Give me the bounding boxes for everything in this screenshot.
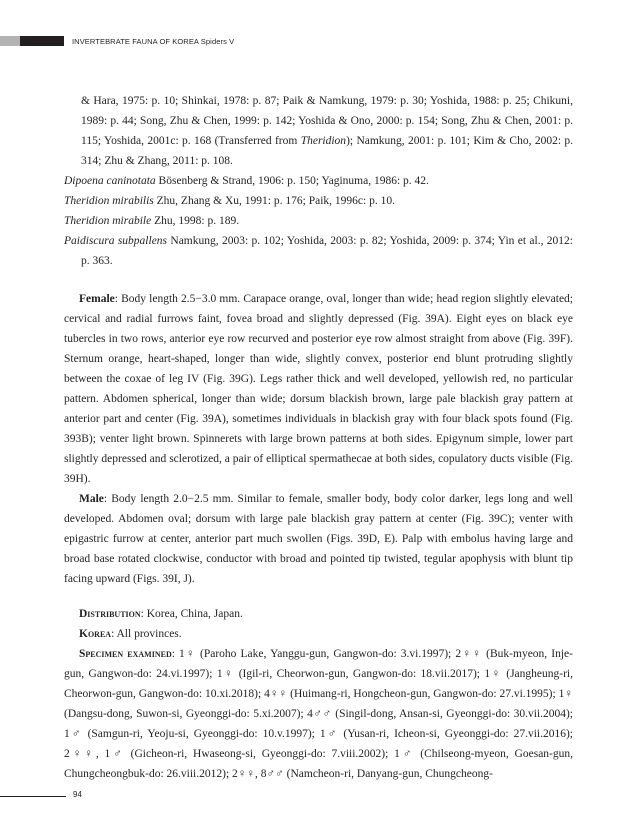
female-description — [64, 289, 573, 489]
specimen-text: : 1♀ (Paroho Lake, Yanggu-gun, Gangwon-do: 3.vi.1997); 2♀♀ (Buk-myeon, Inje-gun, Gangwon-do: 24.vi.1997); 1♀ (Igil-ri, Cheorwon-gun, Gangwon-do: 18.vii.2017); 1♀ (Jangheung-ri, Cheorwon-gun, Gangwon-do: 10.xi.2018); 4♀♀ (Huimang-ri, Hongcheon-gun, Gangwon-do: 27.vi.1995); 1♀ (Dangsu-dong, Suwon-si, Gyeonggi-do: 5.xi.2007); 4♂♂ (Singil-dong, Ansan-si, Gyeonggi-do: 30.vii.2004); 1♂ (Samgun-ri, Yeoju-si, Gyeonggi-do: 10.v.1997); 1♂ (Yusan-ri, Icheon-si, Gyeonggi-do: 27.vii.2016); 2♀♀, 1♂ (Gicheon-ri, Hwaseong-si, Gyeonggi-do: 7.viii.2002); 1♂ (Chilseong-myeon, Goesan-gun, Chungcheongbuk-do: 26.viii.2012); 2♀♀, 8♂♂ (Namcheon-ri, Danyang-gun, Chungcheong- — [64, 648, 573, 780]
synonym-name: Paidiscura subpallens — [64, 235, 168, 247]
spacer — [64, 271, 573, 289]
korea-text: : All provinces. — [111, 628, 182, 640]
synonym-name: Theridion mirabilis — [64, 195, 154, 207]
running-header: INVERTEBRATE FAUNA OF KOREA Spiders V — [72, 37, 235, 46]
synonym-name: Theridion mirabile — [64, 215, 152, 227]
synonym-name: Dipoena caninotata — [64, 175, 156, 187]
distribution — [64, 604, 573, 624]
korea-label: Korea — [79, 628, 112, 640]
page-number: 94 — [73, 790, 82, 799]
synonym-citation: Namkung, 2003: p. 102; Yoshida, 2003: p. 82; Yoshida, 2009: p. 374; Yin et al., 2012: p. 363. — [81, 235, 573, 267]
distribution-text: : Korea, China, Japan. — [140, 608, 243, 620]
female-text: : Body length 2.5−3.0 mm. Carapace orange, oval, longer than wide; head region slightly elevated; cervical and radial furrows faint, fovea broad and slightly depressed (Fig. 39A). Eight eyes on black eye tubercles in two rows, anterior eye row recurved and posterior eye row almost straight from above (Fig. 39F). Sternum orange, heart-shaped, longer than wide, slightly convex, posterior end blunt protruding slightly between the coxae of leg IV (Fig. 39G). Legs rather thick and well developed, yellowish red, no particular pattern. Abdomen spherical, longer than wide; dorsum blackish brown, large pale blackish gray pattern at anterior part and center (Fig. 39A), sometimes individuals in blackish gray with four black spots found (Fig. 393B); venter light brown. Spinnerets with large brown patterns at both sides. Epigynum simple, lower part slightly depressed and sclerotized, a pair of elliptical spermathecae at both sides, copulatory ducts visible (Fig. 39H). — [64, 293, 573, 485]
synonymy-continuation — [64, 91, 573, 171]
specimen-label: Specimen examined — [79, 648, 172, 660]
synonymy-text: & Hara, 1975: p. 10; Shinkai, 1978: p. 87; Paik & Namkung, 1979: p. 30; Yoshida, 1988: p. 25; Chikuni, 1989: p. 44; Song, Zhu & Chen, 1999: p. 142; Yoshida & Ono, 2000: p. 154; Song, Zhu & Chen, 2001: p. 115; Yoshida, 2001c: p. 168 (Transferred from — [81, 95, 573, 147]
synonymy-genus: Theridion — [300, 135, 347, 147]
synonymy-entry — [64, 191, 573, 211]
distribution-label: Distribution — [79, 608, 141, 620]
korea-distribution — [64, 624, 573, 644]
header-bar-black — [20, 36, 64, 46]
synonymy-entry — [64, 211, 573, 231]
header-bar-gray — [0, 36, 20, 46]
synonymy-entry — [64, 231, 573, 271]
spacer — [64, 589, 573, 604]
synonym-citation: Zhu, Zhang & Xu, 1991: p. 176; Paik, 1996c: p. 10. — [153, 195, 395, 207]
page-body — [64, 91, 573, 784]
synonym-citation: Zhu, 1998: p. 189. — [151, 215, 240, 227]
male-label: Male — [79, 493, 104, 505]
female-label: Female — [79, 293, 115, 305]
synonymy-text: ); Namkung, 2001: p. 101; Kim & Cho, 2002: p. 314; Zhu & Zhang, 2011: p. 108. — [81, 135, 573, 167]
male-text: : Body length 2.0−2.5 mm. Similar to female, smaller body, body color darker, legs long and well developed. Abdomen oval; dorsum with large pale blackish gray pattern at center (Fig. 39C); venter with epigastric furrow at center, anterior part much swollen (Figs. 39D, E). Palp with embolus having large and broad base rotated clockwise, conductor with broad and pointed tip twisted, tegular apophysis with blunt tip facing upward (Figs. 39I, J). — [64, 493, 573, 585]
footer-rule — [0, 796, 66, 797]
synonym-citation: Bösenberg & Strand, 1906: p. 150; Yaginuma, 1986: p. 42. — [155, 175, 429, 187]
male-description — [64, 489, 573, 589]
synonymy-entry — [64, 171, 573, 191]
specimens-examined — [64, 644, 573, 784]
